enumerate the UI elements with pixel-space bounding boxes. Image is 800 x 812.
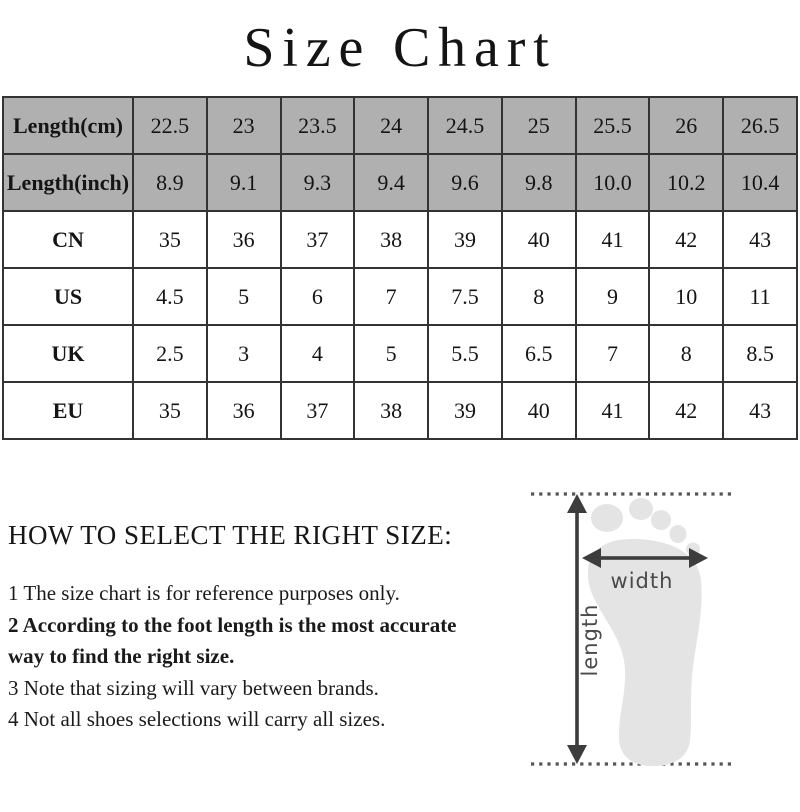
size-cell: 36	[207, 211, 281, 268]
instructions-list	[8, 578, 474, 736]
width-label: width	[610, 569, 674, 593]
instructions-section	[8, 518, 474, 736]
size-cell: 43	[723, 382, 797, 439]
size-cell: 8.9	[133, 154, 207, 211]
size-cell: 3	[207, 325, 281, 382]
length-label: length	[578, 603, 602, 677]
row-label: UK	[3, 325, 133, 382]
size-cell: 23.5	[281, 97, 355, 154]
size-cell: 10.2	[649, 154, 723, 211]
size-cell: 10.0	[576, 154, 650, 211]
table-row	[3, 211, 797, 268]
size-cell: 43	[723, 211, 797, 268]
size-cell: 37	[281, 211, 355, 268]
row-label: Length(cm)	[3, 97, 133, 154]
size-cell: 23	[207, 97, 281, 154]
size-cell: 22.5	[133, 97, 207, 154]
table-row	[3, 382, 797, 439]
instructions-heading: HOW TO SELECT THE RIGHT SIZE:	[8, 520, 453, 550]
size-cell: 39	[428, 382, 502, 439]
size-cell: 4.5	[133, 268, 207, 325]
size-cell: 4	[281, 325, 355, 382]
size-cell: 9.1	[207, 154, 281, 211]
table-row	[3, 97, 797, 154]
row-label: EU	[3, 382, 133, 439]
size-cell: 10	[649, 268, 723, 325]
size-chart-table	[2, 96, 798, 440]
instruction-item: 3 Note that sizing will vary between brands.	[8, 675, 379, 700]
size-cell: 10.4	[723, 154, 797, 211]
instruction-item: 4 Not all shoes selections will carry all sizes.	[8, 707, 386, 731]
instruction-item: 1 The size chart is for reference purposes only.	[8, 581, 400, 605]
instruction-item: 2 According to the foot length is the most accurate way to find the right size.	[8, 612, 457, 668]
footprint-shape	[588, 498, 702, 766]
size-cell: 8	[649, 325, 723, 382]
table-row	[3, 325, 797, 382]
size-cell: 7.5	[428, 268, 502, 325]
size-cell: 9.3	[281, 154, 355, 211]
size-cell: 8	[502, 268, 576, 325]
size-cell: 25.5	[576, 97, 650, 154]
size-cell: 38	[354, 211, 428, 268]
size-cell: 41	[576, 211, 650, 268]
size-cell: 9	[576, 268, 650, 325]
size-cell: 25	[502, 97, 576, 154]
size-cell: 41	[576, 382, 650, 439]
size-cell: 7	[354, 268, 428, 325]
foot-measurement-diagram	[520, 448, 800, 788]
size-cell: 5	[207, 268, 281, 325]
size-cell: 5	[354, 325, 428, 382]
size-cell: 6.5	[502, 325, 576, 382]
size-cell: 40	[502, 211, 576, 268]
size-cell: 39	[428, 211, 502, 268]
size-cell: 11	[723, 268, 797, 325]
size-cell: 24	[354, 97, 428, 154]
size-cell: 36	[207, 382, 281, 439]
table-row	[3, 154, 797, 211]
size-cell: 37	[281, 382, 355, 439]
size-cell: 6	[281, 268, 355, 325]
size-cell: 9.4	[354, 154, 428, 211]
row-label: CN	[3, 211, 133, 268]
size-cell: 8.5	[723, 325, 797, 382]
size-cell: 7	[576, 325, 650, 382]
size-cell: 2.5	[133, 325, 207, 382]
size-cell: 42	[649, 211, 723, 268]
row-label: US	[3, 268, 133, 325]
row-label: Length(inch)	[3, 154, 133, 211]
size-cell: 42	[649, 382, 723, 439]
size-cell: 40	[502, 382, 576, 439]
size-cell: 24.5	[428, 97, 502, 154]
size-cell: 26	[649, 97, 723, 154]
bottom-section	[0, 440, 800, 806]
size-cell: 9.8	[502, 154, 576, 211]
size-cell: 35	[133, 382, 207, 439]
page-title: Size Chart	[243, 17, 557, 79]
table-row	[3, 268, 797, 325]
size-cell: 5.5	[428, 325, 502, 382]
size-cell: 26.5	[723, 97, 797, 154]
size-cell: 9.6	[428, 154, 502, 211]
size-cell: 38	[354, 382, 428, 439]
size-cell: 35	[133, 211, 207, 268]
